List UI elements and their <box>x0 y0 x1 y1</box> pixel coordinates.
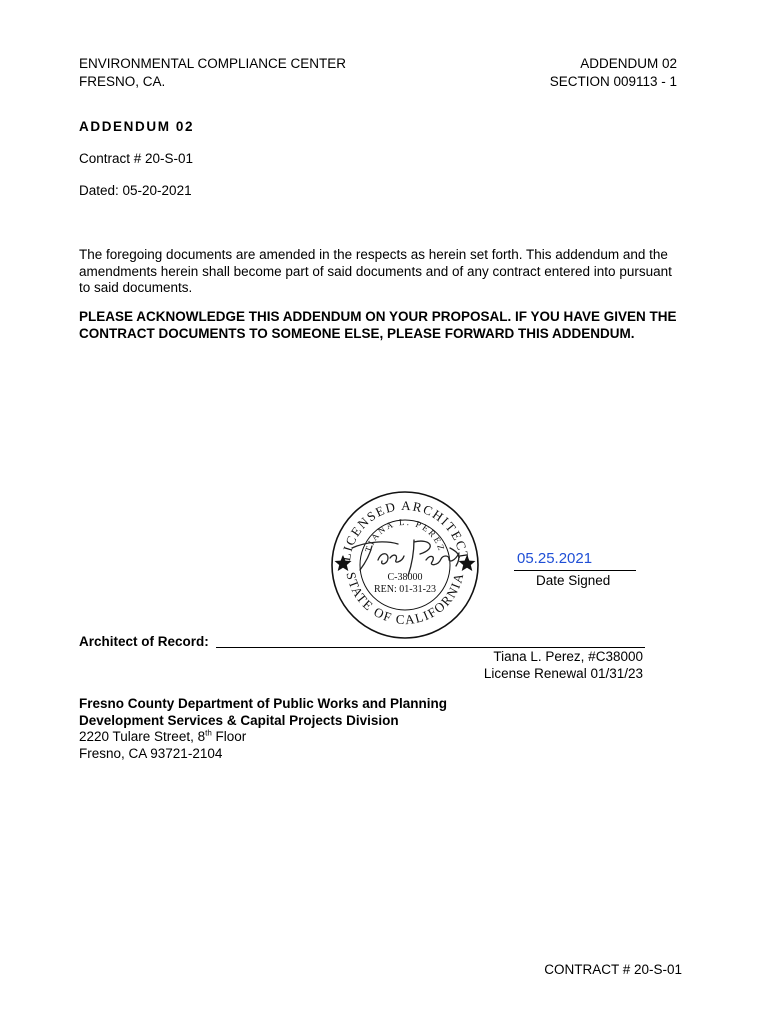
amendment-paragraph: The foregoing documents are amended in the respects as herein set forth. This addendum and the amendments herein shall become part of said documents and of any contract entered into pursuant to said documents. <box>79 247 672 295</box>
org-division: Development Services & Capital Projects Division <box>79 712 399 728</box>
street-address-floor: Floor <box>211 729 247 744</box>
address-block <box>79 696 447 762</box>
architect-of-record-label: Architect of Record: <box>79 634 209 649</box>
architect-signature-line <box>216 647 645 648</box>
date-signed-value: 05.25.2021 <box>517 550 593 567</box>
org-department: Fresno County Department of Public Works and Planning <box>79 696 448 711</box>
date-signed-label: Date Signed <box>536 573 611 588</box>
seal-name-text: TIANA L. PEREZ <box>362 516 448 554</box>
architect-seal-stamp <box>330 490 480 640</box>
header-left <box>79 55 346 91</box>
street-address <box>79 729 447 746</box>
dated-line: Dated: 05-20-2021 <box>79 183 192 198</box>
header-addendum-number: ADDENDUM 02 <box>580 56 677 71</box>
acknowledge-notice: PLEASE ACKNOWLEDGE THIS ADDENDUM ON YOUR PROPOSAL. IF YOU HAVE GIVEN THE CONTRACT DOCUMENTS TO SOMEONE ELSE, PLEASE FORWARD THIS ADDENDUM. <box>79 309 677 341</box>
seal-renewal: REN: 01-31-23 <box>374 584 436 595</box>
header-section-number: SECTION 009113 - 1 <box>549 74 677 89</box>
header-location: FRESNO, CA. <box>79 74 166 89</box>
date-signed-line <box>514 570 636 571</box>
header-project-name: ENVIRONMENTAL COMPLIANCE CENTER <box>79 56 347 71</box>
city-state-zip: Fresno, CA 93721-2104 <box>79 745 223 761</box>
seal-bottom-text: STATE OF CALIFORNIA <box>343 570 467 628</box>
document-title: ADDENDUM 02 <box>79 119 195 134</box>
seal-top-text: LICENSED ARCHITECT <box>338 497 472 562</box>
street-address-main: 2220 Tulare Street, 8 <box>79 729 206 744</box>
contract-number: Contract # 20-S-01 <box>79 151 194 166</box>
svg-text:LICENSED ARCHITECT <box>338 498 472 562</box>
svg-text:TIANA L. PEREZ <box>363 517 447 554</box>
architect-name: Tiana L. Perez, #C38000 <box>493 649 643 664</box>
header-right <box>550 55 677 91</box>
architect-license-renewal: License Renewal 01/31/23 <box>483 666 643 681</box>
street-address-ordinal: th <box>205 728 212 738</box>
footer-contract-number: CONTRACT # 20-S-01 <box>544 962 682 977</box>
seal-license: C-38000 <box>387 572 423 583</box>
